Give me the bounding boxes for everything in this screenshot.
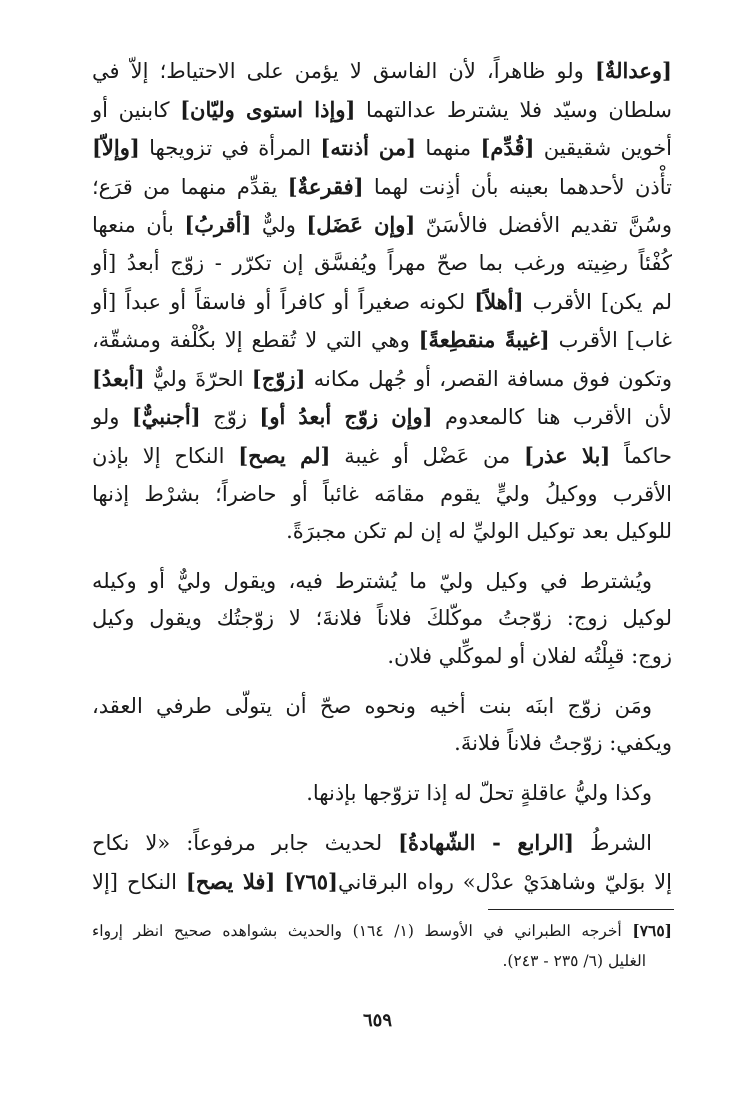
text-line: غاب] الأقرب [غيبةً منقطِعةً] وهي التي لا تُقطع إلا بكُلْفة ومشقّة، [92,327,672,353]
text-line: كُفْئاً رضِيته ورغب بما صحّ مهراً ويُفسَّق إن تكرّر - زوّج أبعدُ [أو [92,250,672,275]
text-line: ويُشترط في وكيل وليّ ما يُشترط فيه، ويقول وليٌّ أو وكيله [92,568,652,593]
text-line: ومَن زوّج ابنَه بنت أخيه ونحوه صحّ أن يتولّى طرفي العقد، [92,693,652,718]
paragraph-1 [92,52,672,551]
text-line: وكذا وليُّ عاقلةٍ تحلّ له إذا تزوّجها بإذنها. [306,780,652,805]
text-line: الأقرب ووكيلُ وليٍّ يقوم مقامَه غائباً أو حاضراً؛ بشرْط إذنها [92,481,672,506]
paragraph-3 [92,688,672,763]
text-line: وسُنَّ تقديم الأفضل فالأسَنّ [وإن عَضَل] وليٌّ [أقربُ] بأن منعها [92,212,672,238]
text-line: للوكيل بعد توكيل الوليِّ له إن لم تكن مجبرَةً. [286,519,672,544]
text-line: لأن الأقرب هنا كالمعدوم [وإن زوّج أبعدُ أو] زوّج [أجنبيٌّ] ولو [92,404,672,430]
paragraph-5 [92,824,672,901]
main-text [92,52,672,901]
text-line: تأْذن لأحدهما بعينه بأن أذِنت لهما [فقرعةٌ] يقدِّم منهما من قرَع؛ [92,173,672,199]
footnote-divider [488,909,674,910]
text-line: لوكيل زوج: زوّجتُ موكّلكَ فلاناً فلانةَ؛ لا زوّجتُك ويقول وكيل [92,606,672,631]
paragraph-4 [92,775,672,813]
text-line: وتكون فوق مسافة القصر، أو جُهل مكانه [زوّج] الحرّةَ وليٌّ [أبعدُ] [92,365,672,391]
text-line: [وعدالةٌ] ولو ظاهراً، لأن الفاسق لا يؤمن على الاحتياط؛ إلاّ في [92,58,672,83]
text-line: سلطان وسيّد فلا يشترط عدالتهما [وإذا استوى وليّان] كابنين أو [92,96,673,122]
footnote-line: [٧٦٥] أخرجه الطبراني في الأوسط (١/ ١٦٤) والحديث بشواهده صحيح انظر إرواء [92,921,673,940]
footnote [92,916,672,976]
paragraph-2 [92,563,672,676]
text-line: لم يكن] الأقرب [أهلاً] لكونه صغيراً أو كافراً أو فاسقاً أو عبداً [أو [92,288,672,314]
text-line: ويكفي: زوّجتُ فلاناً فلانةَ. [454,731,672,756]
footnote-line: الغليل (٦/ ٢٣٥ - ٢٤٣). [502,952,646,970]
text-line: أخوين شقيقين [قُدِّم] منهما [من أذنته] المرأة في تزويجها [وإلاّ] [92,135,673,161]
text-line: زوج: قبِلْتُه لفلان أو لموكِّلي فلان. [387,643,672,668]
text-line: الشرطُ [الرابع - الشّهادةُ] لحديث جابر مرفوعاً: «لا نكاح [92,830,652,856]
text-line: حاكماً [بلا عذر] من عَضْل أو غيبة [لم يصح] النكاح إلا بإذن [92,442,672,468]
text-line: إلا بوَليّ وشاهدَيْ عدْل» رواه البرقاني[٧٦٥] [فلا يصح] النكاح [إلا [92,868,672,894]
page-number: ٦٥٩ [362,1010,392,1031]
